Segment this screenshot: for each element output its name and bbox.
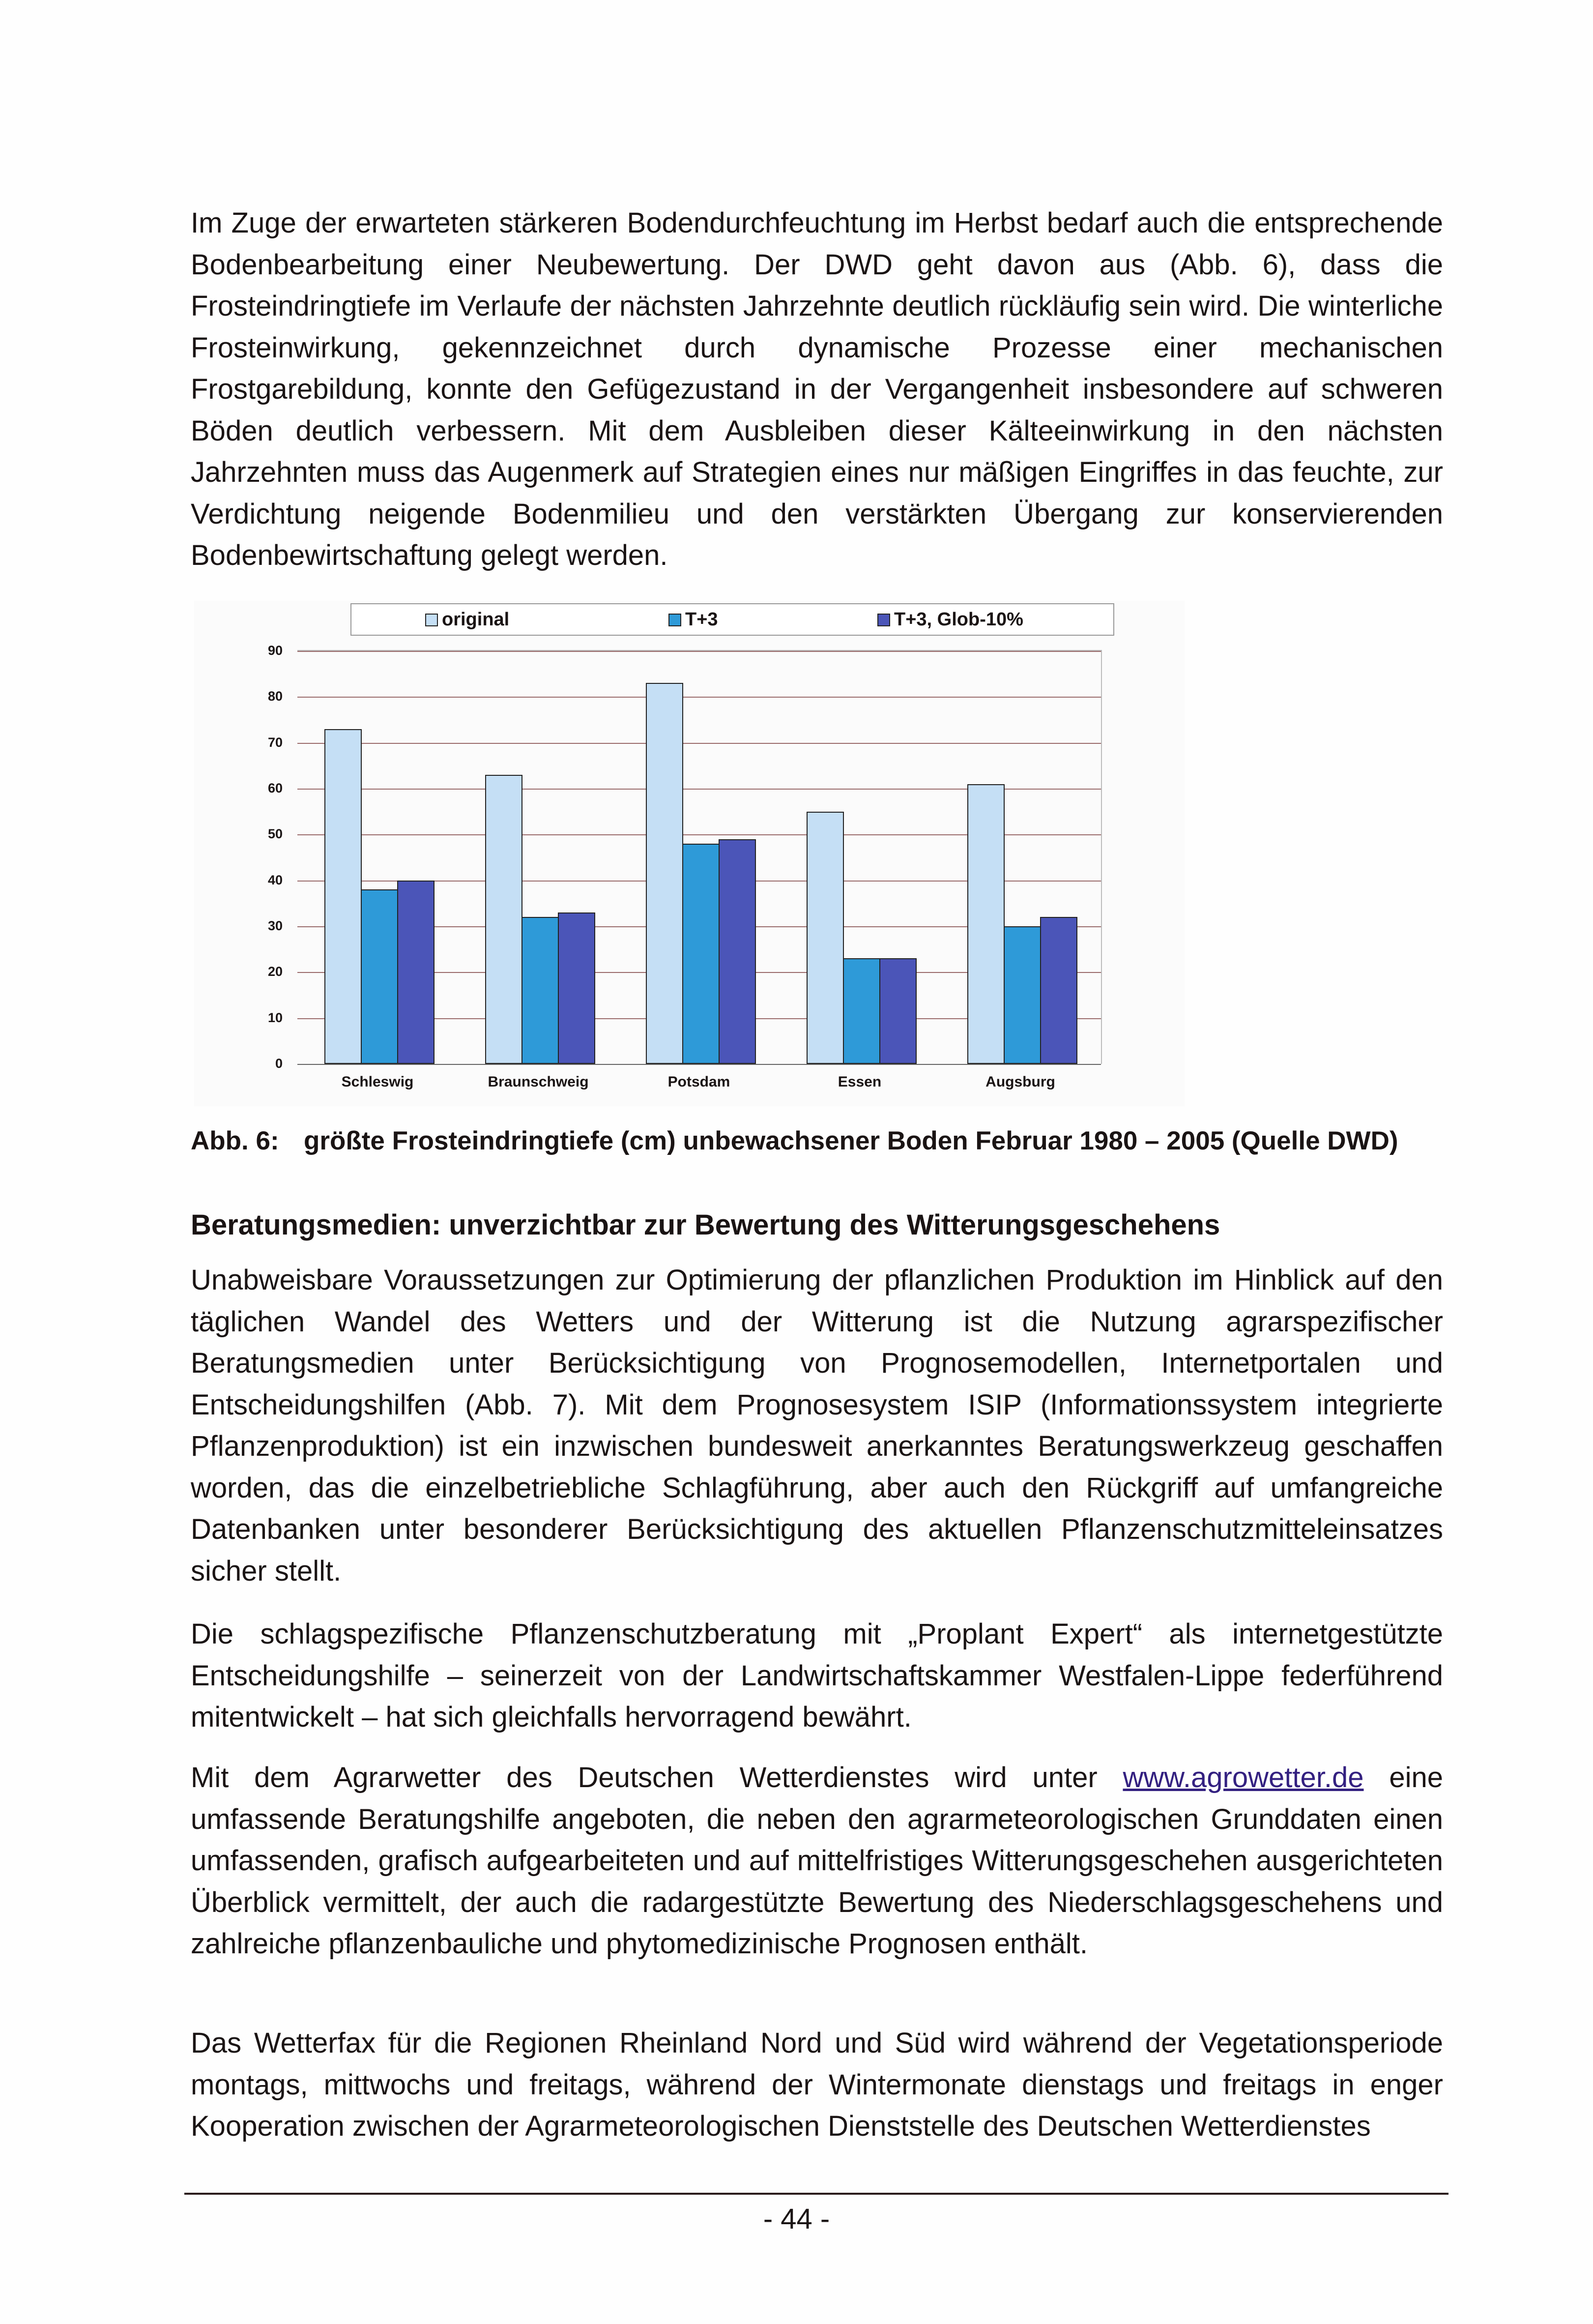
legend-label: T+3, Glob-10% xyxy=(894,609,1023,630)
bar-potsdam-2 xyxy=(719,839,756,1064)
text: eine umfassende Beratungshilfe angeboten, die neben den agrarmeteorologischen Grunddaten einen umfassenden, grafisch aufgearbeiteten und auf mittelfristiges Witterungsgeschehen ausgerichteten Überblick vermittelt, der auch die radargestützte Bewertung des Niederschlagsgeschehens und zahlreiche pflanzenbauliche und phytomedizinische Prognosen enthält. xyxy=(191,1762,1443,1960)
paragraph-agrarwetter xyxy=(191,1757,1443,1965)
figure-caption xyxy=(191,1126,1398,1156)
bar-potsdam-0 xyxy=(646,683,683,1064)
legend-item-original xyxy=(425,609,509,630)
legend-label: T+3 xyxy=(685,609,718,630)
section-heading: Beratungsmedien: unverzichtbar zur Bewertung des Witterungsgeschehens xyxy=(191,1209,1220,1241)
y-tick-label: 0 xyxy=(275,1056,283,1071)
plot-area xyxy=(267,643,1102,1090)
bar-schleswig-2 xyxy=(397,881,434,1064)
y-tick-label: 10 xyxy=(267,1010,283,1025)
legend-swatch xyxy=(668,614,681,626)
y-tick-label: 70 xyxy=(267,735,283,750)
x-category-label: Schleswig xyxy=(341,1074,414,1090)
x-category-label: Augsburg xyxy=(985,1074,1055,1090)
y-tick-label: 30 xyxy=(267,918,283,933)
caption-text: größte Frosteindringtiefe (cm) unbewachsener Boden Februar 1980 – 2005 (Quelle DWD) xyxy=(304,1126,1398,1155)
x-category-label: Essen xyxy=(838,1074,882,1090)
bar-schleswig-1 xyxy=(361,889,398,1064)
legend-swatch xyxy=(425,614,438,626)
gridline xyxy=(297,651,1101,652)
chart-legend xyxy=(350,603,1114,636)
y-tick-label: 50 xyxy=(267,826,283,842)
paragraph-intro: Im Zuge der erwarteten stärkeren Bodendurchfeuchtung im Herbst bedarf auch die entsprechende Bodenbearbeitung einer Neubewertung. Der DWD geht davon aus (Abb. 6), dass die Frosteindringtiefe im Verlaufe der nächsten Jahrzehnte deutlich rückläufig sein wird. Die winterliche Frosteinwirkung, gekennzeichnet durch dynamische Prozesse einer mechanischen Frostgarebildung, konnte den Gefügezustand in der Vergangenheit insbesondere auf schweren Böden deutlich verbessern. Mit dem Ausbleiben dieser Kälteeinwirkung in den nächsten Jahrzehnten muss das Augenmerk auf Strategien eines nur mäßigen Eingriffes in das feuchte, zur Verdichtung neigende Bodenmilieu und den verstärkten Übergang zur konservierenden Bodenbewirtschaftung gelegt werden. xyxy=(191,207,1443,571)
gridline xyxy=(297,743,1101,744)
bar-essen-1 xyxy=(843,958,880,1064)
gridline xyxy=(297,697,1101,698)
text: Mit dem Agrarwetter des Deutschen Wetterdienstes wird unter xyxy=(191,1762,1123,1794)
y-tick-label: 60 xyxy=(267,781,283,795)
caption-number: Abb. 6: xyxy=(191,1126,279,1155)
legend-label: original xyxy=(442,609,510,630)
y-tick-label: 40 xyxy=(267,872,283,887)
paragraph-wetterfax: Das Wetterfax für die Regionen Rheinland Nord und Süd wird während der Vegetationsperiode montags, mittwochs und freitags, während der Wintermonate dienstags und freitags in enger Kooperation zwischen der Agrarmeteorologischen Dienststelle des Deutschen Wetterdienstes xyxy=(191,2027,1443,2142)
legend-item-t3 xyxy=(668,609,718,630)
footer-rule xyxy=(184,2193,1448,2195)
bar-potsdam-1 xyxy=(682,844,720,1064)
y-tick-label: 90 xyxy=(267,643,283,658)
x-axis xyxy=(297,1064,1101,1065)
bar-essen-0 xyxy=(807,812,844,1064)
legend-item-t3-glob xyxy=(877,609,1023,630)
bar-schleswig-0 xyxy=(324,729,362,1064)
bar-chart-frost-depth xyxy=(194,601,1185,1106)
y-tick-label: 80 xyxy=(267,689,283,704)
bar-essen-2 xyxy=(879,958,917,1064)
legend-swatch xyxy=(877,614,890,626)
x-category-label: Braunschweig xyxy=(488,1074,589,1090)
x-category-label: Potsdam xyxy=(667,1074,730,1090)
paragraph-proplant: Die schlagspezifische Pflanzenschutzberatung mit „Proplant Expert“ als internetgestützte Entscheidungshilfe – seinerzeit von der Landwirtschaftskammer Westfalen-Lippe federführend mitentwickelt – hat sich gleichfalls hervorragend bewährt. xyxy=(191,1618,1443,1733)
paragraph-isip: Unabweisbare Voraussetzungen zur Optimierung der pflanzlichen Produktion im Hinblick auf den täglichen Wandel des Wetters und der Witterung ist die Nutzung agrarspezifischer Beratungsmedien unter Berücksichtigung von Prognosemodellen, Internetportalen und Entscheidungshilfen (Abb. 7). Mit dem Prognosesystem ISIP (Informationssystem integrierte Pflanzenproduktion) ist ein inzwischen bundesweit anerkanntes Beratungswerkzeug geschaffen worden, das die einzelbetriebliche Schlagführung, aber auch den Rückgriff auf umfangreiche Datenbanken unter besonderer Berücksichtigung des aktuellen Pflanzenschutzmitteleinsatzes sicher stellt. xyxy=(191,1264,1443,1587)
bar-augsburg-1 xyxy=(1004,926,1041,1064)
bar-braunschweig-1 xyxy=(521,917,559,1064)
bar-augsburg-2 xyxy=(1040,917,1077,1064)
agrowetter-link[interactable]: www.agrowetter.de xyxy=(1123,1762,1364,1794)
bar-braunschweig-0 xyxy=(485,775,522,1064)
bar-augsburg-0 xyxy=(967,784,1005,1064)
bar-braunschweig-2 xyxy=(558,912,595,1064)
y-tick-label: 20 xyxy=(267,964,283,979)
page-number: - 44 - xyxy=(763,2203,830,2235)
